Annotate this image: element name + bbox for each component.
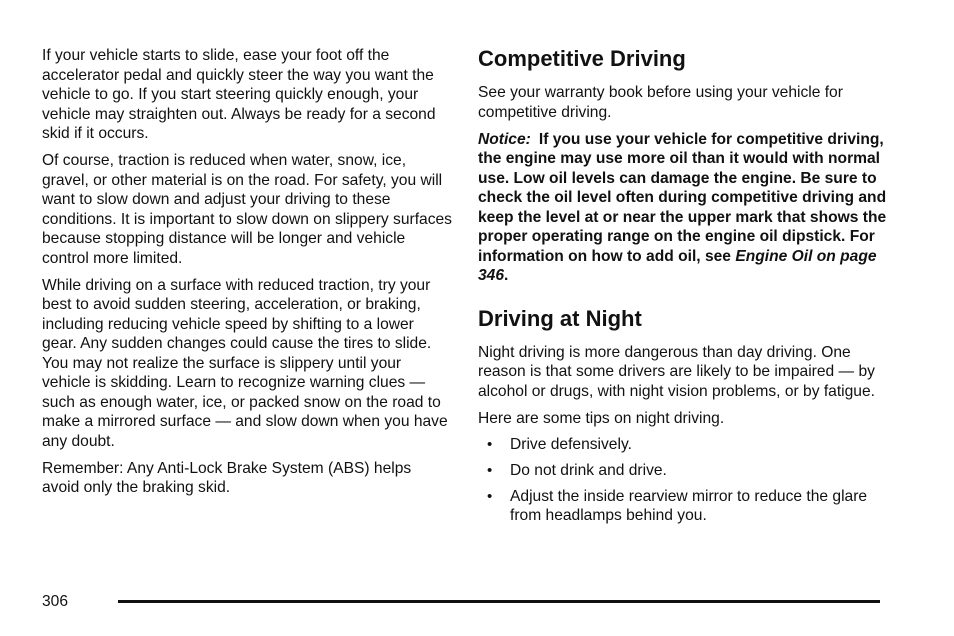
bullet-icon: •: [487, 461, 493, 479]
list-item-text: Do not drink and drive.: [510, 461, 667, 479]
notice-reference: Engine Oil on page 346: [478, 247, 877, 284]
paragraph-traction-reduced: Of course, traction is reduced when water, snow, ice, gravel, or other material is on the road. For safety, you will want to slow down and adjust your driving to these conditions. It is important to slow down on slippery surfaces because stopping distance will be longer and vehicle control more limited.: [42, 152, 452, 267]
bullet-icon: •: [487, 487, 493, 505]
notice-end: .: [504, 267, 509, 284]
right-column: [478, 46, 888, 526]
footer-rule: [118, 600, 880, 603]
paragraph-warranty-book: See your warranty book before using your vehicle for competitive driving.: [478, 84, 843, 121]
list-item: [478, 487, 888, 526]
notice-label: Notice:: [478, 130, 531, 148]
page-number: 306: [42, 593, 69, 610]
list-item-text: Adjust the inside rearview mirror to reduce the glare from headlamps behind you.: [510, 487, 868, 524]
list-item: [478, 461, 888, 481]
paragraph-slide-recovery: If your vehicle starts to slide, ease your foot off the accelerator pedal and quickly steer the way you want the vehicle to go. If you start steering quickly enough, your vehicle may straighten out. Always be ready for a second skid if it occurs.: [42, 47, 436, 142]
list-item: [478, 435, 888, 455]
paragraph-abs-reminder: Remember: Any Anti-Lock Brake System (ABS) helps avoid only the braking skid.: [42, 459, 412, 496]
bullet-icon: •: [487, 435, 493, 453]
left-column: [42, 46, 452, 498]
paragraph-night-danger: Night driving is more dangerous than day driving. One reason is that some drivers are likely to be impaired — by alcohol or drugs, with night vision problems, or by fatigue.: [478, 343, 875, 400]
heading-competitive-driving: Competitive Driving: [478, 46, 686, 71]
heading-driving-at-night: Driving at Night: [478, 305, 642, 331]
paragraph-night-tips-intro: Here are some tips on night driving.: [478, 409, 725, 427]
paragraph-reduced-traction-driving: While driving on a surface with reduced traction, try your best to avoid sudden steering, acceleration, or braking, including reducing vehicle speed by shifting to a lower gear. Any sudden changes could cause the tires to slide. You may not realize the surface is slippery until your vehicle is skidding. Learn to recognize warning clues — such as enough water, ice, or packed snow on the road to make a mirrored surface — and slow down when you have any doubt.: [42, 276, 448, 450]
night-tips-list: [478, 435, 888, 526]
notice-block: [478, 130, 888, 286]
list-item-text: Drive defensively.: [510, 435, 632, 453]
notice-text: If you use your vehicle for competitive driving, the engine may use more oil than it would with normal use. Low oil levels can damage the engine. Be sure to check the oil level often during competitive driving and keep the level at or near the upper mark that shows the proper operating range on the engine oil dipstick. For information on how to add oil, see: [478, 130, 887, 265]
